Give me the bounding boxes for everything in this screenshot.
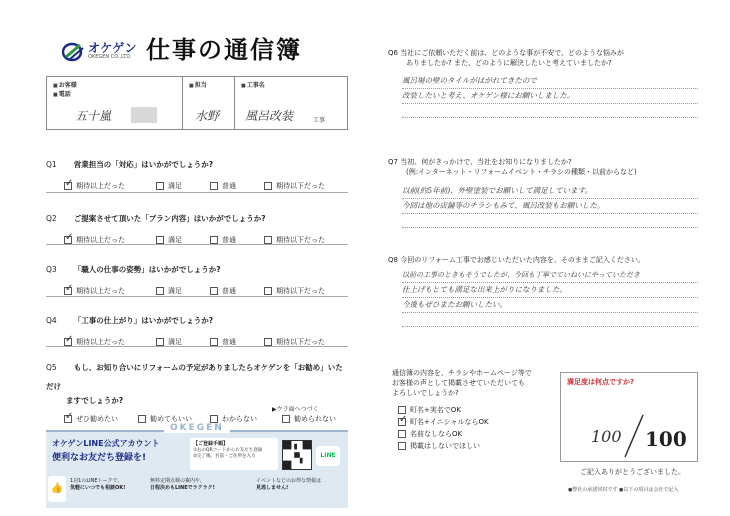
answer-line: 風呂場の壁のタイルがはがれてきたので [402, 74, 698, 89]
option-item[interactable] [398, 428, 548, 440]
option-label: わからない [222, 415, 257, 423]
line-banner [46, 423, 348, 508]
option-item[interactable] [264, 286, 325, 296]
redacted-block [131, 107, 157, 123]
banner-brand: OKEGEN [164, 423, 230, 433]
checkbox[interactable] [398, 430, 406, 438]
checkbox[interactable] [156, 236, 164, 244]
question-text: 「職人の仕事の姿勢」はいかがでしょうか? [73, 265, 221, 274]
banner-foot3: 無料定期点検の案内や、 [150, 478, 205, 484]
customer-label: ■ お客様 [53, 80, 77, 89]
checkbox[interactable] [64, 236, 72, 244]
checkbox[interactable] [398, 406, 406, 414]
answer-line: 今回は他の店舗等のチラシもみて、風呂改装もお願いした。 [402, 199, 698, 214]
answer-line: 改装したいと考え、オケゲン様にお願いしました。 [402, 89, 698, 104]
logo-subtitle: OKEGEN CO.,LTD. [88, 54, 132, 60]
question-q8 [388, 255, 688, 265]
option-label: 期待以下だった [276, 338, 325, 346]
answer-line: 以前の工事のときもそうでしたが、今回も丁寧でていねいにやっていただき [402, 268, 698, 283]
checkbox[interactable] [210, 236, 218, 244]
option-item[interactable] [156, 181, 210, 191]
checkbox[interactable] [210, 182, 218, 190]
register-steps [190, 438, 278, 470]
banner-line1: オケゲンLINE公式アカウント [52, 439, 160, 448]
publish-text3: よろしいでしょうか? [392, 389, 459, 397]
thanks-text: ご記入ありがとうございました。 [580, 468, 685, 476]
option-item[interactable] [64, 414, 138, 424]
banner-foot1: 1対1のLINEトークで、 [70, 478, 123, 484]
checkbox[interactable] [282, 415, 290, 423]
staff-label: ■ 担当 [189, 80, 207, 89]
answer-line [402, 214, 698, 228]
question-text: 当社にご依頼いただく前は、どのような事が不安で、どのような悩みが [400, 49, 625, 57]
customer-info-box [46, 76, 348, 130]
register-step1: ①右のQRコードからお友だち登録 [193, 448, 263, 453]
checkbox[interactable] [64, 338, 72, 346]
banner-foot5: イベントなどのお得な情報は [256, 478, 322, 484]
q6-answer [402, 74, 698, 118]
banner-line2: 便利なお友だち登録を! [52, 453, 147, 463]
option-label: 期待以上だった [76, 182, 125, 190]
publish-text1: 通信簿の内容を、チラシやホームページ等で [392, 369, 532, 377]
divider [46, 244, 348, 245]
option-label: 町名+実名でOK [410, 406, 461, 414]
option-label: ぜひ勧めたい [76, 415, 118, 423]
question-number: Q7 [388, 158, 398, 166]
checkbox[interactable] [156, 287, 164, 295]
option-label: 町名+イニシャルならOK [410, 418, 489, 426]
banner-foot6: 見逃しません! [256, 485, 289, 491]
work-cell [235, 77, 347, 129]
divider [46, 346, 348, 347]
question-number: Q8 [388, 256, 398, 264]
option-item[interactable] [398, 440, 548, 452]
answer-line: 以前(約5年前)、外壁塗装でお願いして満足しています。 [402, 184, 698, 199]
option-label: 勧められない [294, 415, 336, 423]
question-q7 [388, 157, 688, 177]
option-group [64, 181, 348, 191]
register-step2: ②完了後、名前・ご住所を入力 [193, 454, 256, 459]
work-label: ■ 工事名 [241, 80, 265, 89]
staff-cell [183, 77, 235, 129]
checkbox[interactable] [156, 338, 164, 346]
checkbox[interactable] [64, 287, 72, 295]
banner-foot-a [70, 478, 125, 492]
logo-name: オケゲン [88, 41, 138, 55]
banner-foot2: 気軽にいつでも相談OK! [70, 485, 126, 491]
publish-text2: お客様の声として掲載させていただいても [392, 379, 525, 387]
okegen-logo-icon [62, 40, 86, 64]
question-number: Q4 [46, 316, 57, 325]
page-title: 仕事の通信簿 [146, 36, 302, 64]
checkbox[interactable] [264, 182, 272, 190]
option-label: 普通 [222, 236, 236, 244]
option-item[interactable] [156, 286, 210, 296]
banner-foot4: 日程決めもLINEでラクラク! [150, 485, 215, 491]
checkbox[interactable] [210, 338, 218, 346]
q7-answer [402, 184, 698, 228]
option-item[interactable] [398, 416, 548, 428]
checkbox[interactable] [210, 287, 218, 295]
line-logo-icon: LINE [316, 446, 340, 466]
work-name: 風呂改装 [245, 109, 294, 123]
option-item[interactable] [282, 414, 336, 424]
option-item[interactable] [64, 181, 156, 191]
question-q6 [388, 48, 688, 68]
option-label: 普通 [222, 338, 236, 346]
score-box [560, 372, 698, 462]
checkbox[interactable] [210, 415, 218, 423]
option-label: 期待以上だった [76, 338, 125, 346]
question-text: 今回のリフォーム工事でお感じいただいた内容を、そのままご記入ください。 [400, 256, 645, 264]
qr-code-icon[interactable] [282, 440, 312, 470]
checkbox[interactable] [264, 236, 272, 244]
score-label: 満足度は何点ですか? [567, 378, 635, 386]
option-item[interactable] [210, 181, 264, 191]
option-item[interactable] [264, 181, 325, 191]
question-text-cont: ますでしょうか? [66, 396, 124, 405]
answer-line: 今後もぜひまたお願いしたい。 [402, 298, 698, 313]
customer-name: 五十嵐 [75, 109, 112, 123]
phone-icon: 👍 [48, 476, 66, 502]
publish-options [398, 404, 548, 452]
question-q5 [46, 355, 348, 424]
banner-foot-b [150, 478, 215, 492]
answer-line: 仕上げもとても満足な出来上がりになりました。 [402, 283, 698, 298]
option-label: 期待以下だった [276, 287, 325, 295]
question-q3 [46, 257, 348, 296]
checkbox[interactable] [64, 182, 72, 190]
question-text-cont: ありましたか? また、どのように解決したいと考えていましたか? [406, 59, 612, 67]
question-q1 [46, 152, 348, 191]
checkbox[interactable] [156, 182, 164, 190]
option-group [64, 286, 348, 296]
option-label: 普通 [222, 182, 236, 190]
option-label: 満足 [168, 182, 182, 190]
checkbox[interactable] [398, 442, 406, 450]
option-label: 期待以下だった [276, 236, 325, 244]
phone-label: ■ 電話 [53, 89, 71, 98]
divider [46, 192, 348, 193]
option-label: 掲載はしないでほしい [410, 442, 480, 450]
banner-foot-c [256, 478, 321, 492]
answer-line [402, 104, 698, 118]
question-number: Q5 [46, 363, 57, 372]
question-text: ご提案させて頂いた「プラン内容」はいかがでしょうか? [73, 214, 266, 223]
customer-cell [47, 77, 183, 129]
option-label: 勧めてもいい [150, 415, 192, 423]
option-item[interactable] [64, 286, 156, 296]
option-label: 期待以上だった [76, 236, 125, 244]
question-text: もし、お知り合いにリフォームの予定がありましたらオケゲンを「お勧め」いただけ [46, 363, 343, 391]
score-slash-icon [621, 413, 647, 459]
staff-name: 水野 [195, 109, 220, 123]
checkbox[interactable] [398, 418, 406, 426]
work-suffix: 工事 [313, 117, 326, 124]
checkbox[interactable] [138, 415, 146, 423]
question-text: 営業担当の「対応」はいかがでしょうか? [73, 160, 214, 169]
option-label: 満足 [168, 236, 182, 244]
checkbox[interactable] [264, 287, 272, 295]
publish-question [392, 368, 552, 398]
option-label: 満足 [168, 338, 182, 346]
question-number: Q1 [46, 160, 57, 169]
question-number: Q2 [46, 214, 57, 223]
register-title: 【ご登録手順】 [193, 441, 229, 447]
option-label: 期待以下だった [276, 182, 325, 190]
option-label: 満足 [168, 287, 182, 295]
q8-answer [402, 268, 698, 327]
question-text: 当初、何がきっかけで、当社をお知りになりましたか? [400, 158, 572, 166]
question-text: 「工事の仕上がり」はいかがでしょうか? [73, 316, 214, 325]
question-number: Q6 [388, 49, 398, 57]
overleaf-note: ▶ウラ面へつづく [272, 406, 319, 413]
score-max: 100 [645, 427, 687, 451]
checkbox[interactable] [264, 338, 272, 346]
divider [46, 296, 348, 297]
answer-line [402, 313, 698, 327]
score-given: 100 [591, 427, 622, 446]
option-label: 期待以上だった [76, 287, 125, 295]
checkbox[interactable] [64, 415, 72, 423]
question-q4 [46, 308, 348, 347]
option-item[interactable] [210, 286, 264, 296]
footnote: ●弊社の承諾同封です ●以下の項目は会社で記入 [568, 487, 679, 493]
option-label: 普通 [222, 287, 236, 295]
option-label: 名前なしならOK [410, 430, 463, 438]
question-q2 [46, 206, 348, 245]
question-number: Q3 [46, 265, 57, 274]
option-item[interactable] [398, 404, 548, 416]
question-text-cont: (例:インターネット・リフォームイベント・チラシの種類・以前からなど) [406, 168, 637, 176]
